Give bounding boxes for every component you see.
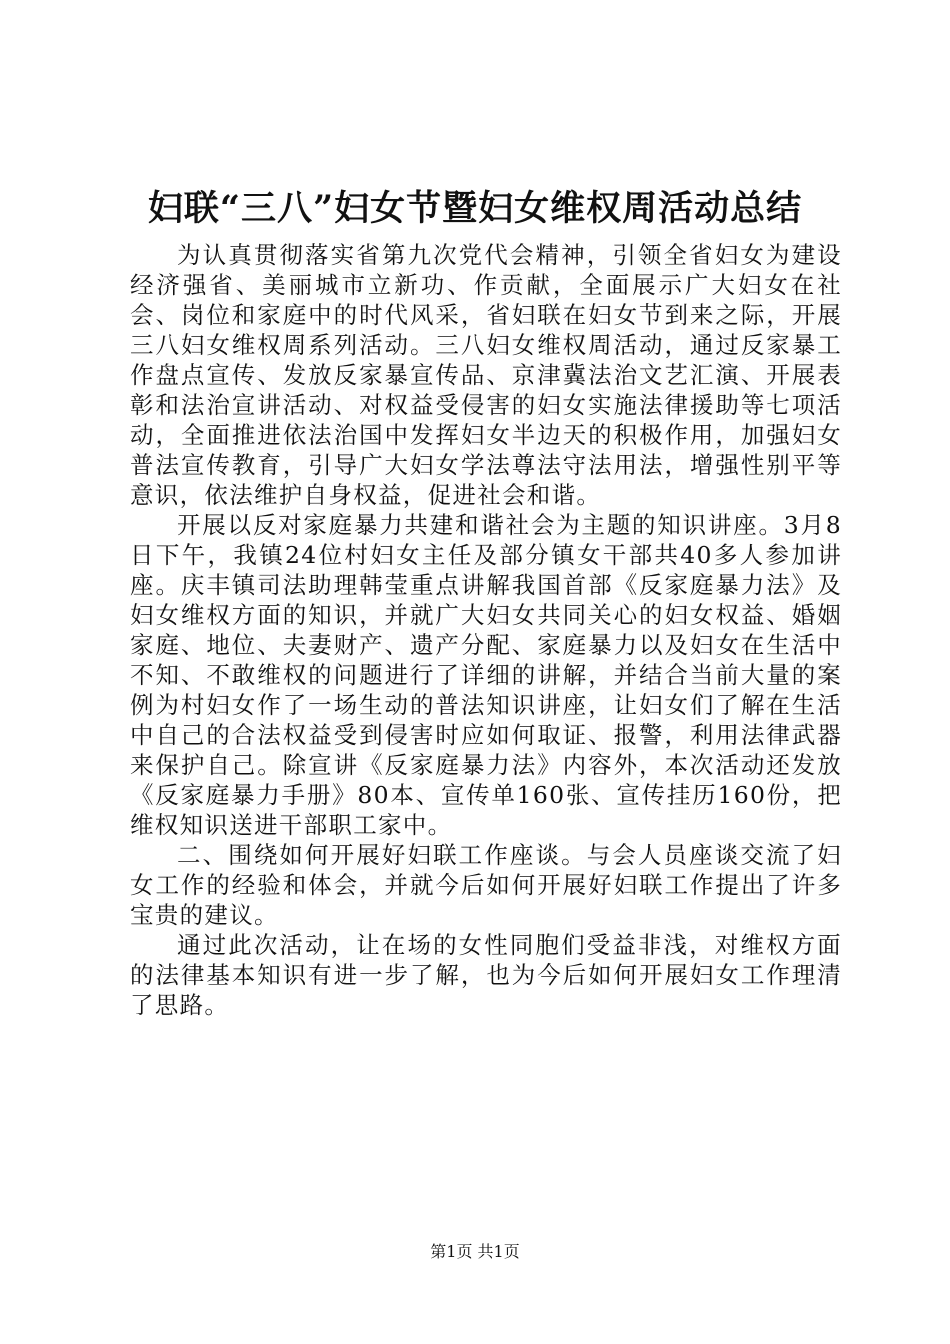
paragraph-symposium: 二、围绕如何开展好妇联工作座谈。与会人员座谈交流了妇女工作的经验和体会，并就今后如何开展好妇联工作提出了许多宝贵的建议。 (130, 841, 842, 929)
document-title: 妇联“三八”妇女节暨妇女维权周活动总结 (147, 188, 803, 229)
paragraph-lecture: 开展以反对家庭暴力共建和谐社会为主题的知识讲座。3月8日下午，我镇24位村妇女主任及部分镇女干部共40多人参加讲座。庆丰镇司法助理韩莹重点讲解我国首部《反家庭暴力法》及妇女维权方面的知识，并就广大妇女共同关心的妇女权益、婚姻家庭、地位、夫妻财产、遗产分配、家庭暴力以及妇女在生活中不知、不敢维权的问题进行了详细的讲解，并结合当前大量的案例为村妇女作了一场生动的普法知识讲座，让妇女们了解在生活中自己的合法权益受到侵害时应如何取证、报警，利用法律武器来保护自己。除宣讲《反家庭暴力法》内容外，本次活动还发放《反家庭暴力手册》80本、宣传单160张、宣传挂历160份，把维权知识送进干部职工家中。 (130, 511, 842, 839)
page-number-footer: 第1页 共1页 (430, 1242, 520, 1261)
document-body (130, 240, 842, 1020)
paragraph-conclusion: 通过此次活动，让在场的女性同胞们受益非浅，对维权方面的法律基本知识有进一步了解，也为今后如何开展妇女工作理清了思路。 (130, 931, 842, 1019)
paragraph-intro: 为认真贯彻落实省第九次党代会精神，引领全省妇女为建设经济强省、美丽城市立新功、作贡献，全面展示广大妇女在社会、岗位和家庭中的时代风采，省妇联在妇女节到来之际，开展三八妇女维权周系列活动。三八妇女维权周活动，通过反家暴工作盘点宣传、发放反家暴宣传品、京津冀法治文艺汇演、开展表彰和法治宣讲活动、对权益受侵害的妇女实施法律援助等七项活动，全面推进依法治国中发挥妇女半边天的积极作用，加强妇女普法宣传教育，引导广大妇女学法尊法守法用法，增强性别平等意识，依法维护自身权益，促进社会和谐。 (130, 241, 842, 509)
